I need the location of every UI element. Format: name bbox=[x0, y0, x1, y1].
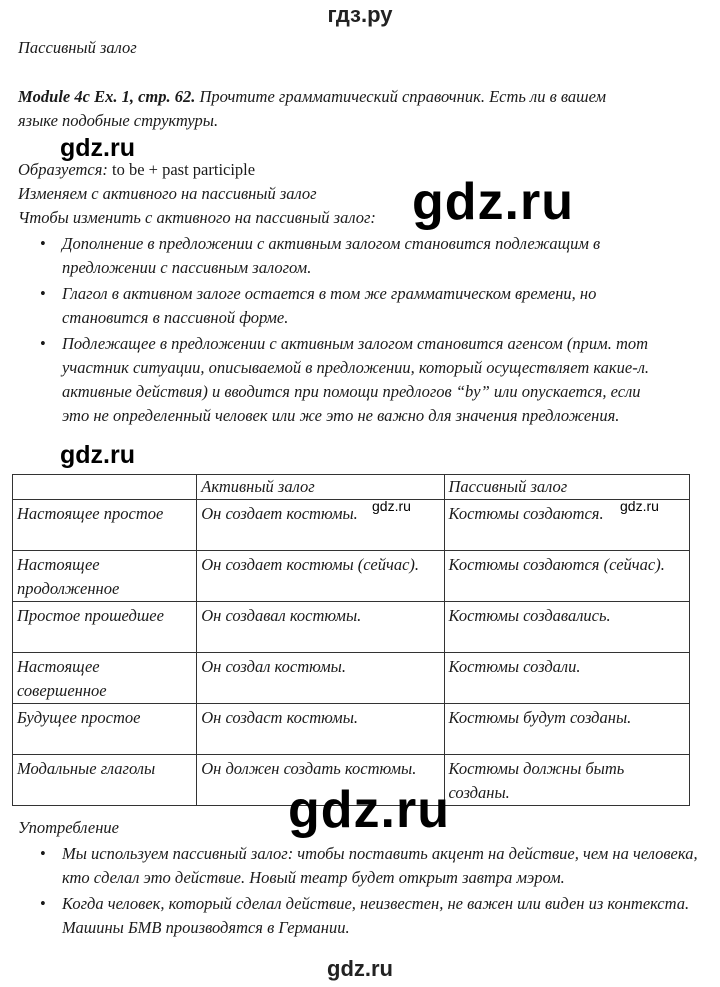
table-cell-tense: Настоящее совершенное bbox=[13, 653, 197, 704]
exercise-heading bbox=[18, 87, 606, 107]
voice-comparison-table bbox=[12, 474, 690, 806]
module-reference: Module 4c Ex. 1, стр. 62. bbox=[18, 87, 196, 106]
watermark: gdz.ru bbox=[620, 498, 659, 514]
table-cell-passive: Костюмы создавались. bbox=[444, 602, 689, 653]
table-cell-tense: Простое прошедшее bbox=[13, 602, 197, 653]
usage-item: • Когда человек, который сделал действие, неизвестен, не важен или виден из контекста. Машины БМВ производятся в Германии. bbox=[18, 892, 698, 940]
watermark: gdz.ru bbox=[288, 781, 450, 839]
rule-item: • Подлежащее в предложении с активным залогом становится агенсом (прим. тот участник ситуации, описываемой в предложении, который осуществляет какие-л. активные действия) и вводится при помощи предлогов “by” или опускается, если это не определенный человек или же это не важно для значения предложения. bbox=[18, 332, 668, 428]
table-cell-active: Он создает костюмы (сейчас). bbox=[197, 551, 444, 602]
watermark: gdz.ru bbox=[60, 441, 135, 469]
table-cell-passive: Костюмы должны быть созданы. bbox=[444, 755, 689, 806]
topic-title: Пассивный залог bbox=[18, 38, 137, 57]
table-row bbox=[13, 653, 690, 704]
usage-list bbox=[18, 842, 698, 940]
table-cell-active: Он создаст костюмы. bbox=[197, 704, 444, 755]
watermark: gdz.ru bbox=[412, 173, 574, 231]
change-intro: Изменяем с активного на пассивный залог bbox=[18, 184, 317, 203]
usage-item: • Мы используем пассивный залог: чтобы поставить акцент на действие, чем на человека, кто сделал это действие. Новый театр будет открыт завтра мэром. bbox=[18, 842, 698, 890]
change-how: Чтобы изменить с активного на пассивный залог: bbox=[18, 208, 376, 227]
table-cell-tense: Настоящее простое bbox=[13, 500, 197, 551]
rule-item: • Дополнение в предложении с активным залогом становится подлежащим в предложении с пассивным залогом. bbox=[18, 232, 668, 280]
table-cell-active: Он создавал костюмы. bbox=[197, 602, 444, 653]
usage-title: Употребление bbox=[18, 818, 119, 837]
table-cell-active: Он должен создать костюмы. bbox=[197, 755, 444, 806]
watermark: gdz.ru bbox=[60, 134, 135, 162]
table-cell-tense: Будущее простое bbox=[13, 704, 197, 755]
formation-formula: to be + past participle bbox=[112, 160, 256, 179]
site-header[interactable]: гдз.ру bbox=[327, 2, 393, 27]
table-cell-passive: Костюмы создаются (сейчас). bbox=[444, 551, 689, 602]
table-header-cell: Пассивный залог bbox=[444, 475, 689, 500]
table-row bbox=[13, 602, 690, 653]
formation-label: Образуется: bbox=[18, 160, 108, 179]
table-row bbox=[13, 500, 690, 551]
table-header-row bbox=[13, 475, 690, 500]
table-cell-active: Он создал костюмы. bbox=[197, 653, 444, 704]
table-header-cell bbox=[13, 475, 197, 500]
instruction-line-2: языке подобные структуры. bbox=[18, 111, 219, 130]
instruction-line-1: Прочтите грамматический справочник. Есть ли в вашем bbox=[199, 87, 607, 106]
rules-list bbox=[18, 232, 668, 428]
rule-item: • Глагол в активном залоге остается в том же грамматическом времени, но становится в пассивной форме. bbox=[18, 282, 668, 330]
table-cell-passive: Костюмы создали. bbox=[444, 653, 689, 704]
table-cell-active: Он создает костюмы. bbox=[197, 500, 444, 551]
table-header-cell: Активный залог bbox=[197, 475, 444, 500]
watermark: gdz.ru bbox=[372, 498, 411, 514]
table-cell-tense: Настоящее продолженное bbox=[13, 551, 197, 602]
table-cell-tense: Модальные глаголы bbox=[13, 755, 197, 806]
table-cell-passive: Костюмы создаются. bbox=[444, 500, 689, 551]
formation-line bbox=[18, 160, 255, 180]
table-row bbox=[13, 704, 690, 755]
table-row bbox=[13, 551, 690, 602]
table-cell-passive: Костюмы будут созданы. bbox=[444, 704, 689, 755]
site-footer[interactable]: gdz.ru bbox=[327, 956, 393, 981]
